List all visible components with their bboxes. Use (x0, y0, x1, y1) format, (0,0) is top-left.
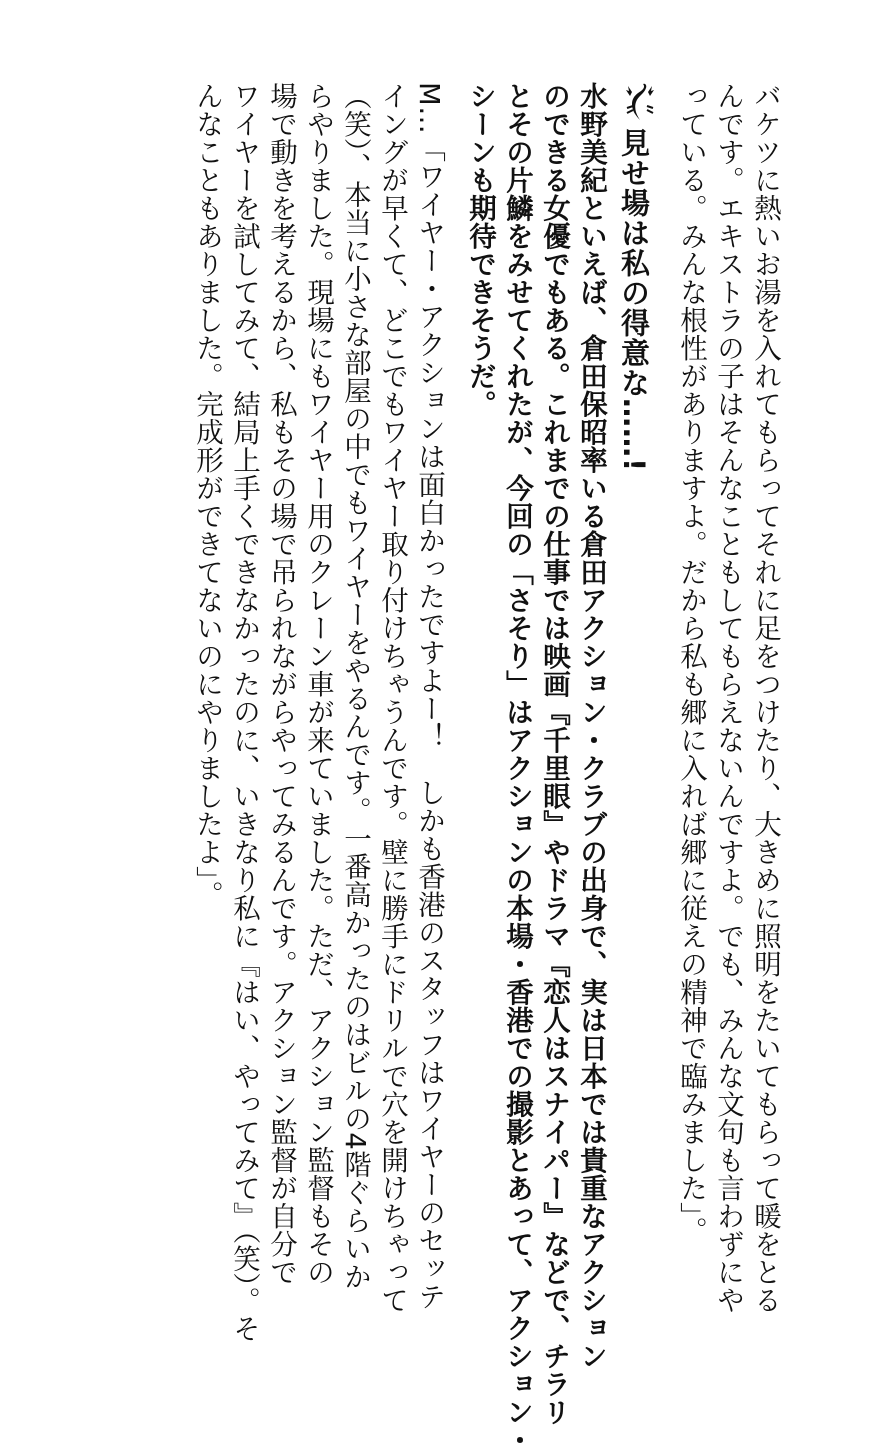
intro-line: っている。みんな根性がありますよ。だから私も郷に入れば郷に従えの精神で臨みました」。 (675, 82, 707, 1245)
quote-line: （笑）、本当に小さな部屋の中でもワイヤーをやるんです。一番高かったのはビルの4階ぐらいか (339, 82, 371, 1291)
article-vertical-text (188, 82, 783, 1454)
section-heading-text: 見せ場は私の得意な……! (617, 128, 651, 473)
body-line: とその片鱗をみせてくれたが、今回の「さそり」はアクションの本場・香港での撮影とあって、アクション・ (501, 82, 533, 1454)
intro-line: バケツに熱いお湯を入れてもらってそれに足をつけたり、大きめに照明をたいてもらって暖をとる (749, 82, 781, 1314)
quote-line: んなこともありました。完成形ができてないのにやりましたよ」。 (191, 82, 223, 909)
section-gap (658, 82, 672, 1142)
quote-line: イングが早くて、どこでもワイヤー取り付けちゃうんです。壁に勝手にドリルで穴を開けちゃって (376, 82, 408, 1314)
body-line: 水野美紀といえば、倉田保昭率いる倉田アクション・クラブの出身で、実は日本では貴重なアクション (575, 82, 607, 1370)
body-line: シーンも期待できそうだ。 (464, 82, 496, 418)
body-line: のできる女優でもある。これまでの仕事では映画『千里眼』やドラマ『恋人はスナイパー』などで、チラリ (538, 82, 570, 1426)
quote-line: ワイヤーを試してみて、結局上手くできなかったのに、いきなり私に『はい、やってみて』（笑）。そ (228, 82, 260, 1343)
section-heading (615, 82, 658, 1142)
quote-line: らやりました。現場にもワイヤー用のクレーン車が来ていました。ただ、アクション監督もその (302, 82, 334, 1286)
quote-line: M…「ワイヤー・アクションは面白かったですよー！ しかも香港のスタッフはワイヤーのセッテ (413, 82, 445, 1311)
section-gap (447, 82, 461, 1142)
intro-line: んです。エキストラの子はそんなこともしてもらえないんですよ。でも、みんな文句も言わずにや (712, 82, 744, 1314)
scorpion-icon (626, 82, 658, 122)
quote-line: 場で動きを考えるから、私もその場で吊られながらやってみるんです。アクション監督が自分で (265, 82, 297, 1286)
